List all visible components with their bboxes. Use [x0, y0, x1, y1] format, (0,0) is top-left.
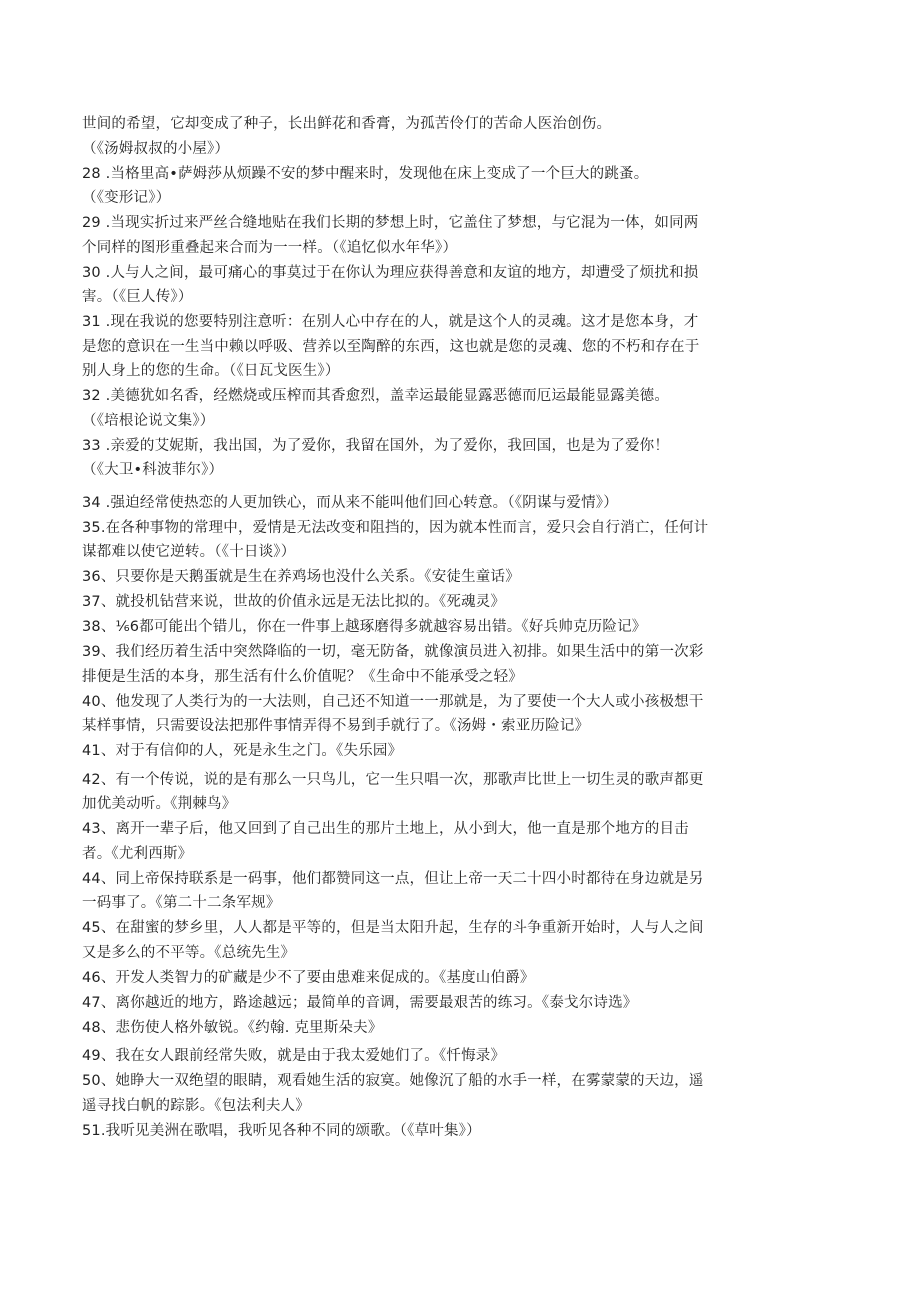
quote-entry — [82, 966, 840, 991]
quote-line: 51.我听见美洲在歌唱，我听见各种不同的颂歌。（《草叶集》） — [82, 1122, 481, 1139]
quote-line: 40、他发现了人类行为的一大法则，自己还不知道一一那就是，为了要使一个大人或小孩极想干 — [82, 693, 704, 710]
quote-line: （《变形记》） — [82, 190, 171, 206]
quote-line: 害。（《巨人传》） — [82, 289, 193, 305]
quote-line: 36、只要你是天鹅蛋就是生在养鸡场也没什么关系。《安徒生童话》 — [82, 569, 520, 585]
quote-line: 42、有一个传说，说的是有那么一只鸟儿，它一生只唱一次，那歌声比世上一切生灵的歌声都更 — [82, 771, 704, 788]
quote-line: 37、就投机钻营来说，世故的价值永远是无法比拟的。《死魂灵》 — [82, 594, 506, 610]
quote-entry — [82, 1069, 840, 1118]
quote-line: 28 .当格里高•萨姆莎从烦躁不安的梦中醒来时，发现他在床上变成了一个巨大的跳蚤。 — [82, 165, 649, 182]
quote-line: 41、对于有信仰的人，死是永生之门。《失乐园》 — [82, 743, 403, 759]
quote-entry — [82, 1044, 840, 1069]
quote-line: 43、离开一辈子后，他又回到了自己出生的那片土地上，从小到大，他一直是那个地方的目击 — [82, 821, 689, 837]
quote-line: 某样事情，只需要设法把那件事情弄得不易到手就行了。《汤姆・索亚历险记》 — [82, 718, 590, 734]
quote-line: 39、我们经历着生活中突然降临的一切，毫无防备，就像演员进入初排。如果生活中的第一次彩 — [82, 644, 704, 660]
quote-entry — [82, 817, 840, 866]
quote-entry — [82, 739, 840, 764]
quote-entry — [82, 690, 840, 739]
quote-line: 遥寻找白帆的踪影。《包法利夫人》 — [82, 1097, 310, 1114]
quote-entry — [82, 434, 840, 483]
quote-line: 34 .强迫经常使热恋的人更加铁心，而从来不能叫他们回心转意。（《阴谋与爱情》） — [82, 494, 618, 511]
quote-entry — [82, 991, 840, 1016]
quote-line: 49、我在女人跟前经常失败，就是由于我太爱她们了。《忏悔录》 — [82, 1048, 506, 1064]
document-body — [82, 112, 840, 1144]
quote-line: 46、开发人类智力的矿藏是少不了要由患难来促成的。《基度山伯爵》 — [82, 969, 535, 986]
quote-line: 33 .亲爱的艾妮斯，我出国，为了爱你，我留在国外，为了爱你，我回国，也是为了爱你！ — [82, 437, 670, 454]
quote-line: 一码事了。《第二十二条军规》 — [82, 895, 281, 911]
quote-line: 45、在甜蜜的梦乡里，人人都是平等的，但是当太阳升起，生存的斗争重新开始时，人与人之间 — [82, 920, 704, 936]
quote-entry — [82, 590, 840, 615]
quote-entry — [82, 565, 840, 590]
quote-line: （《汤姆叔叔的小屋》） — [82, 140, 230, 157]
quote-line: 者。《尤利西斯》 — [82, 845, 193, 862]
quote-entry — [82, 916, 840, 965]
quote-line: 50、她睁大一双绝望的眼睛，观看她生活的寂寞。她像沉了船的水手一样，在雾蒙蒙的天边，遥 — [82, 1073, 704, 1089]
quote-entry — [82, 112, 840, 161]
quote-entry — [82, 867, 840, 916]
quote-line: 个同样的图形重叠起来合而为一一样。（《追忆似水年华》） — [82, 239, 458, 256]
quote-line: 又是多么的不平等。《总统先生》 — [82, 944, 296, 961]
quote-line: 35.在各种事物的常理中，爱情是无法改变和阻挡的，因为就本性而言，爱只会自行消亡，任何计 — [82, 519, 709, 536]
quote-line: 排便是生活的本身，那生活有什么价值呢？《生命中不能承受之轻》 — [82, 668, 523, 685]
quote-entry — [82, 261, 840, 310]
quote-line: （《大卫•科波菲尔》） — [82, 462, 224, 478]
quote-line: 32 .美德犹如名香，经燃烧或压榨而其香愈烈，盖幸运最能显露恶德而厄运最能显露美德。 — [82, 388, 670, 404]
quote-line: 谋都难以使它逆转。（《十日谈》） — [82, 544, 296, 560]
quote-line: 别人身上的您的生命。（《日瓦戈医生》） — [82, 363, 340, 379]
quote-entry — [82, 162, 840, 211]
quote-line: （《培根论说文集》） — [82, 412, 215, 429]
quote-line: 31 .现在我说的您要特别注意听：在别人心中存在的人，就是这个人的灵魂。这才是您本身，才 — [82, 314, 699, 330]
quote-line: 30 .人与人之间，最可痛心的事莫过于在你认为理应获得善意和友谊的地方，却遭受了烦扰和损 — [82, 264, 699, 281]
quote-entry — [82, 491, 840, 516]
quote-line: 44、同上帝保持联系是一码事，他们都赞同这一点，但让上帝一天二十四小时都待在身边就是另 — [82, 870, 704, 887]
quote-line: 47、离你越近的地方，路途越远；最简单的音调，需要最艰苦的练习。《泰戈尔诗选》 — [82, 994, 638, 1011]
quote-entry — [82, 1119, 840, 1144]
quote-entry — [82, 310, 840, 384]
quote-entry — [82, 1016, 840, 1041]
quote-line: 48、悲伤使人格外敏锐。《约翰. 克里斯朵夫》 — [82, 1019, 383, 1036]
quote-line: 加优美动听。《荆棘鸟》 — [82, 796, 237, 812]
quote-entry — [82, 211, 840, 260]
quote-entry — [82, 615, 840, 640]
quote-entry — [82, 516, 840, 565]
quote-entry — [82, 768, 840, 817]
quote-line: 世间的希望，它却变成了种子，长出鲜花和香膏，为孤苦伶仃的苦命人医治创伤。 — [82, 116, 612, 132]
quote-entry — [82, 384, 840, 433]
quote-line: 29 .当现实折过来严丝合缝地贴在我们长期的梦想上时，它盖住了梦想，与它混为一体，如同两 — [82, 215, 699, 231]
quote-entry — [82, 640, 840, 689]
quote-line: 是您的意识在一生当中赖以呼吸、营养以至陶醉的东西，这也就是您的灵魂、您的不朽和存在于 — [82, 338, 700, 355]
quote-line: 38、⅙6都可能出个错儿，你在一件事上越琢磨得多就越容易出错。《好兵帅克历险记》 — [82, 619, 647, 635]
